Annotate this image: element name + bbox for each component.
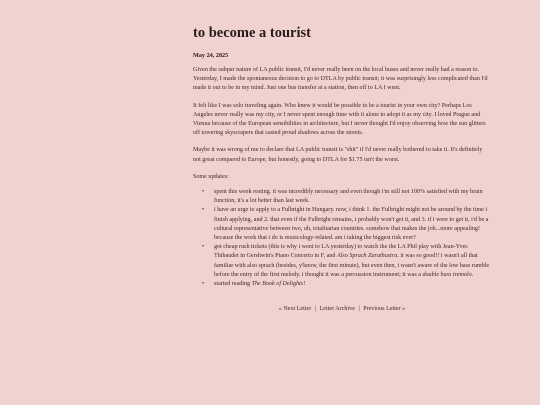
instrument-technique: double bass tremolo (422, 271, 472, 278)
nav-separator: | (358, 306, 360, 313)
update-text: ! (303, 281, 306, 288)
updates-heading: Some updates: (193, 173, 229, 180)
update-item-resting: • spent this week resting. it was incredibly necessary and even though i'm still not 100% satisfied with my brain function, it's a lot better than last week. (210, 188, 491, 206)
update-item-book (210, 280, 491, 289)
piece-title: Also Sprach Zarathustra (336, 253, 398, 260)
paragraph-2: It felt like I was solo traveling again. Who knew it would be possible to be a tourist in your own city? Perhaps Los Angeles never really was my city, or I never spent enough time with it alone to adopt it as my city. I loved Prague and Vienna because of the European sensibilities in architecture, but I never thought I'd enjoy observing how the sun glitters off towering skyscrapers that casted proud shadows across the streets. (193, 102, 486, 137)
letter-page (193, 24, 491, 314)
update-text: got cheap rush tickets (this is why i went to LA yesterday) to watch the the LA Phil play with Jean-Yves Thibaudet in Gershwin's Piano Concerto in F, and (214, 244, 468, 260)
updates-list (193, 188, 491, 289)
update-item-fulbright: • i have an urge to apply to a Fulbright in Hungary. now, i think 1. the Fulbright might not be around by the time i finish applying, and 2. that even if the Fulbright remains, i probably won't get it, and 3. if i were to get it, i'd be a cultural representative between two, uh, totalitarian countries. somehow that makes the job...more appealing! because the work that i do is musicology-related. am i taking the biggest risk ever? (210, 206, 491, 243)
next-letter-link[interactable]: « Next Letter (278, 306, 312, 313)
post-date: May 24, 2025 (193, 52, 229, 59)
update-text: . it was so good!! i wasn't all that familiar with also sprach (besides, y'know, the first minute), but even then, i wasn't aware of the low bass rumble before the entry of the first melody. i thought it was a percussion instrument; it was a (214, 253, 490, 278)
paragraph-1: Given the subpar nature of LA public transit, I'd never really been on the local buses and never really had a reason to. Yesterday, I made the spontaneous decision to go to DTLA by public transit; it was surprisingly less complicated than I'd made it out to be in my mind. Just one bus transfer at a station, then off to LA I went. (193, 67, 488, 92)
update-text: . (471, 271, 474, 278)
nav-separator: | (314, 306, 317, 313)
update-text: started reading (214, 281, 252, 288)
paragraph-3: Maybe it was wrong of me to declare that LA public transit is "shit" if I'd never really bothered to take it. It's definitely not great compared to Europe, but honestly, going to DTLA for $1.75 isn't the worst. (193, 147, 483, 163)
book-title: The Book of Delights (251, 281, 304, 288)
letter-archive-link[interactable]: Letter Archive (319, 306, 355, 313)
update-item-la-phil (210, 243, 491, 280)
letter-navigation (193, 305, 491, 314)
post-title: to become a tourist (193, 25, 311, 41)
previous-letter-link[interactable]: Previous Letter » (363, 306, 406, 313)
